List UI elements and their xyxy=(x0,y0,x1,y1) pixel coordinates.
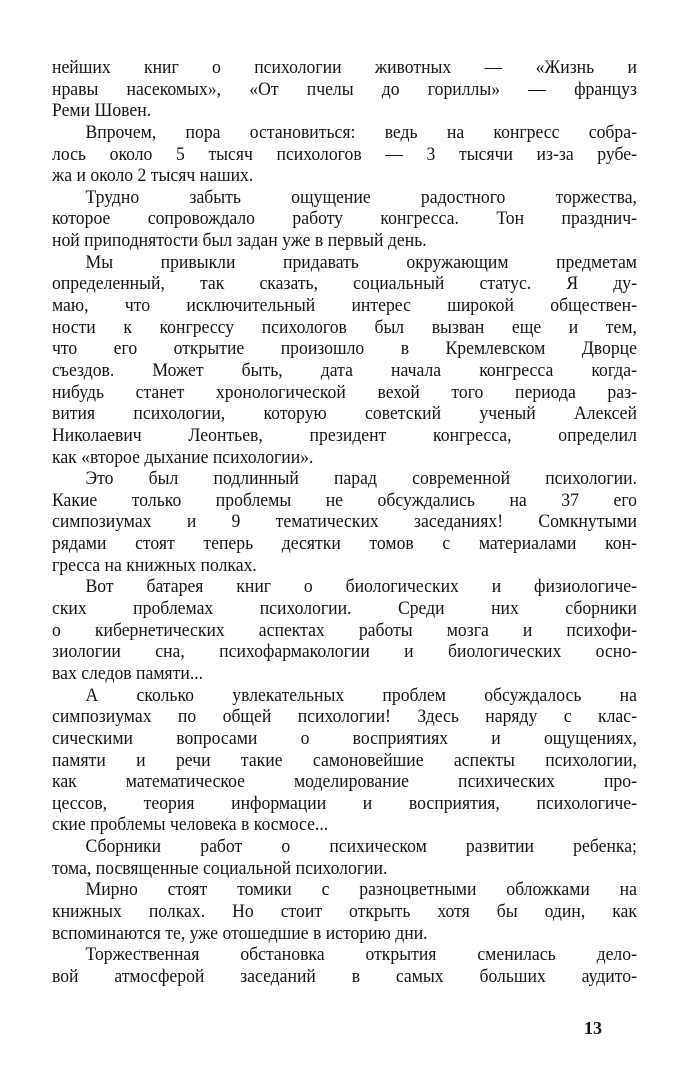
text-line: Это был подлинный парад современной психологии. xyxy=(85,468,637,490)
text-line: лось около 5 тысяч психологов — 3 тысячи из-за рубе- xyxy=(52,143,637,165)
paragraph xyxy=(52,576,637,684)
text-line: сическими вопросами о восприятиях и ощущениях, xyxy=(52,727,637,749)
text-line: ности к конгрессу психологов был вызван еще и тем, xyxy=(52,316,637,338)
text-line: книжных полках. Но стоит открыть хотя бы один, как xyxy=(52,900,637,922)
text-line: Какие только проблемы не обсуждались на 37 его xyxy=(52,489,637,511)
text-line: вития психологии, которую советский ученый Алексей xyxy=(52,403,637,425)
paragraph xyxy=(52,836,637,879)
text-line: нейших книг о психологии животных — «Жизнь и xyxy=(52,57,637,78)
paragraph xyxy=(52,879,637,944)
text-line: симпозиумах по общей психологии! Здесь наряду с клас- xyxy=(52,706,637,728)
text-line: Вот батарея книг о биологических и физиологиче- xyxy=(85,576,637,598)
text-line: как «второе дыхание психологии». xyxy=(52,446,314,468)
text-line: что его открытие произошло в Кремлевском Дворце xyxy=(52,338,637,360)
text-line: съездов. Может быть, дата начала конгресса когда- xyxy=(52,359,637,381)
page-number: 13 xyxy=(584,1018,602,1038)
text-line: симпозиумах и 9 тематических заседаниях! Сомкнутыми xyxy=(52,511,637,533)
text-line: ских проблемах психологии. Среди них сборники xyxy=(52,598,637,620)
text-line: цессов, теория информации и восприятия, психологиче- xyxy=(52,792,637,814)
text-line: Сборники работ о психическом развитии ребенка; xyxy=(85,836,637,858)
text-line: А сколько увлекательных проблем обсуждалось на xyxy=(85,684,637,706)
paragraph xyxy=(52,944,637,987)
text-line: тома, посвященные социальной психологии. xyxy=(52,857,388,879)
text-line: вах следов памяти... xyxy=(52,662,204,684)
text-line: которое сопровождало работу конгресса. Тон празднич- xyxy=(52,208,637,230)
paragraph xyxy=(52,251,637,468)
text-line: Впрочем, пора остановиться: ведь на конгресс собра- xyxy=(85,121,637,143)
text-line: Реми Шовен. xyxy=(52,100,152,122)
paragraph xyxy=(52,57,637,122)
text-line: зиологии сна, психофармакологии и биологических осно- xyxy=(52,641,637,663)
text-line: Мы привыкли придавать окружающим предметам xyxy=(85,251,637,273)
paragraph xyxy=(52,121,637,187)
text-line: ские проблемы человека в космосе... xyxy=(52,814,329,836)
text-line: жа и около 2 тысяч наших. xyxy=(52,165,254,187)
text-line: вспоминаются те, уже отошедшие в историю дни. xyxy=(52,922,428,944)
text-line: как математическое моделирование психических про- xyxy=(52,771,637,793)
text-line: Торжественная обстановка открытия сменилась дело- xyxy=(85,944,637,966)
text-line: Николаевич Леонтьев, президент конгресса, определил xyxy=(52,424,637,446)
text-line: памяти и речи такие самоновейшие аспекты психологии, xyxy=(52,749,637,771)
text-line: рядами стоят теперь десятки томов с материалами кон- xyxy=(52,533,637,555)
paragraph xyxy=(52,186,637,252)
text-line: Мирно стоят томики с разноцветными обложками на xyxy=(85,879,637,901)
text-line: о кибернетических аспектах работы мозга и психофи- xyxy=(52,619,637,641)
text-line: ной приподнятости был задан уже в первый день. xyxy=(52,230,427,252)
text-line: вой атмосферой заседаний в самых больших аудито- xyxy=(52,965,637,987)
paragraph xyxy=(52,468,637,576)
text-line: нибудь станет хронологической вехой того периода раз- xyxy=(52,381,637,403)
text-line: гресса на книжных полках. xyxy=(52,554,257,576)
paragraph xyxy=(52,684,637,836)
text-line: определенный, так сказать, социальный статус. Я ду- xyxy=(52,273,637,295)
text-line: маю, что исключительный интерес широкой обществен- xyxy=(52,295,637,317)
text-line: нравы насекомых», «От пчелы до гориллы» — француз xyxy=(52,78,637,100)
page-text xyxy=(52,57,637,988)
text-line: Трудно забыть ощущение радостного торжества, xyxy=(85,186,637,208)
